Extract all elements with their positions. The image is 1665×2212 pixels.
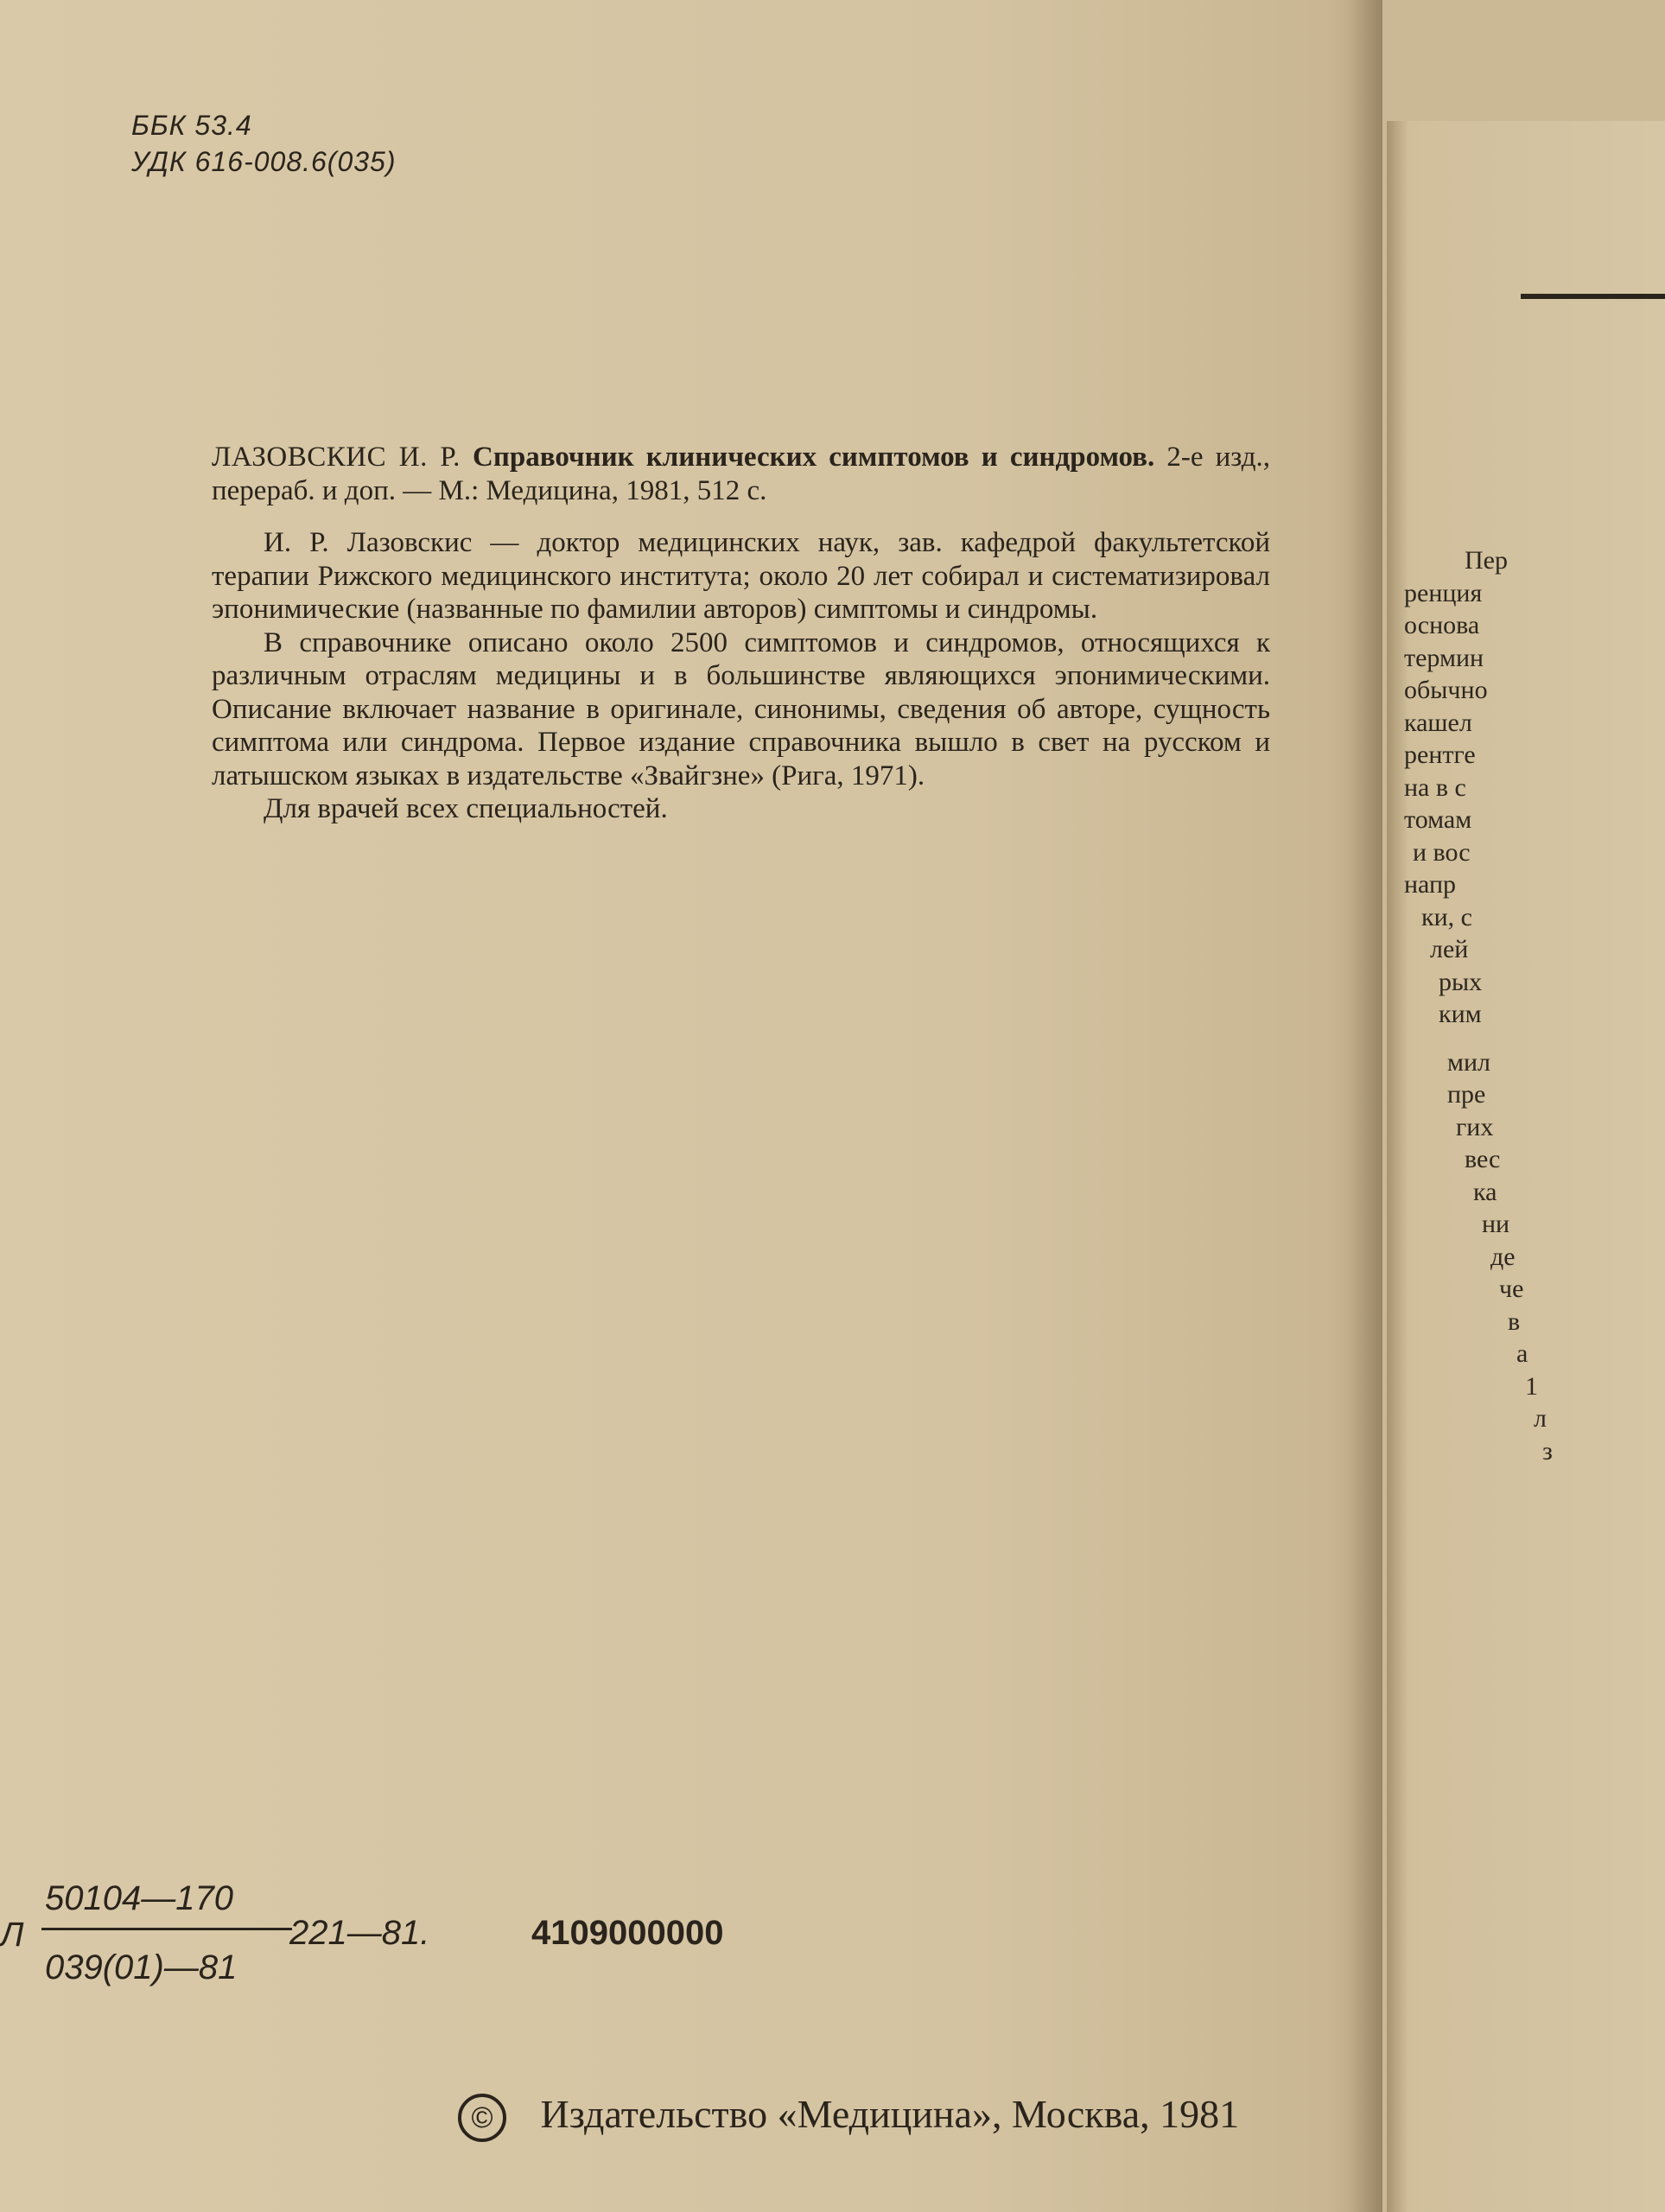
page-rule	[1521, 294, 1665, 299]
next-page-fragment: термин	[1404, 643, 1484, 672]
next-page-fragment: основа	[1404, 611, 1480, 639]
next-page-fragment: рых	[1439, 967, 1483, 996]
next-page-fragment: на в с	[1404, 772, 1466, 802]
next-page-fragment: пре	[1447, 1080, 1486, 1109]
code-denominator: 039(01)—81	[45, 1948, 238, 1986]
imprint-text	[212, 441, 1270, 826]
next-page-fragment: кашел	[1404, 708, 1472, 737]
next-page-fragment: и вос	[1413, 837, 1471, 867]
next-page-fragment: томам	[1404, 805, 1472, 834]
udk-code: УДК 616-008.6(035)	[131, 146, 397, 177]
next-page-fragment: обычно	[1404, 676, 1488, 704]
next-page-fragment: напр	[1404, 870, 1457, 899]
next-page-fragment: че	[1499, 1274, 1524, 1303]
code-letter: Л	[0, 1916, 24, 1954]
next-page-fragment: гих	[1456, 1112, 1494, 1141]
next-page-fragment: л	[1534, 1404, 1547, 1433]
next-page-fragment: де	[1490, 1242, 1516, 1271]
next-page-fragment: ка	[1473, 1177, 1497, 1206]
code-serial: 4109000000	[531, 1914, 724, 1952]
next-page-fragment: в	[1508, 1306, 1521, 1336]
fraction-bar	[41, 1928, 292, 1930]
next-page-fragment: ренция	[1404, 578, 1483, 607]
next-page-fragment: рентге	[1404, 741, 1476, 769]
reference-details: 2-е изд., перераб. и доп. — М.: Медицина, 1981, 512 с.	[212, 442, 1270, 506]
reference-author: ЛАЗОВСКИС И. Р.	[212, 442, 461, 473]
next-page-fragment: лей	[1430, 935, 1469, 963]
reference-title: Справочник клинических симптомов и синдромов.	[473, 442, 1155, 473]
next-page-fragment: а	[1516, 1339, 1528, 1368]
next-page-fragment: 1	[1525, 1371, 1538, 1401]
code-tail: 221—81.	[289, 1914, 430, 1952]
annotation-author-bio: И. Р. Лазовскис — доктор медицинских наук, зав. кафедрой факультетской терапии Рижского медицинского института; около 20 лет собирал и систематизировал эпонимические (названные по фамилии авторов) симптомы и синдромы.	[212, 527, 1270, 625]
annotation-audience: Для врачей всех специальностей.	[264, 793, 668, 824]
copyright-line	[458, 2091, 1239, 2142]
classification-codes	[131, 107, 397, 180]
next-page-fragment: Пер	[1465, 546, 1508, 575]
next-page-fragment: вес	[1465, 1145, 1501, 1173]
code-numerator: 50104—170	[45, 1879, 233, 1917]
annotation-description: В справочнике описано около 2500 симптомов и синдромов, относящихся к различным отраслям медицины и в большинстве являющихся эпонимическими. Описание включает название в оригинале, синонимы, сведения об авторе, сущность симптома или синдрома. Первое издание справочника вышло в свет на русском и латышском языках в издательстве «Звайгзне» (Рига, 1971).	[212, 626, 1270, 791]
bbk-code: ББК 53.4	[131, 110, 252, 141]
next-page-fragment: ни	[1482, 1210, 1510, 1238]
copyright-text: Издательство «Медицина», Москва, 1981	[540, 2092, 1240, 2136]
next-page-fragment: мил	[1447, 1047, 1491, 1077]
copyright-icon: ©	[458, 2094, 506, 2142]
next-page-text-fragments	[1387, 544, 1665, 1467]
next-page-fragment: ки, с	[1421, 902, 1472, 931]
next-page-fragment: ким	[1439, 1000, 1482, 1028]
bibliographic-reference	[212, 441, 1270, 507]
book-page-right-edge	[1387, 121, 1665, 2212]
next-page-fragment: з	[1542, 1436, 1553, 1465]
